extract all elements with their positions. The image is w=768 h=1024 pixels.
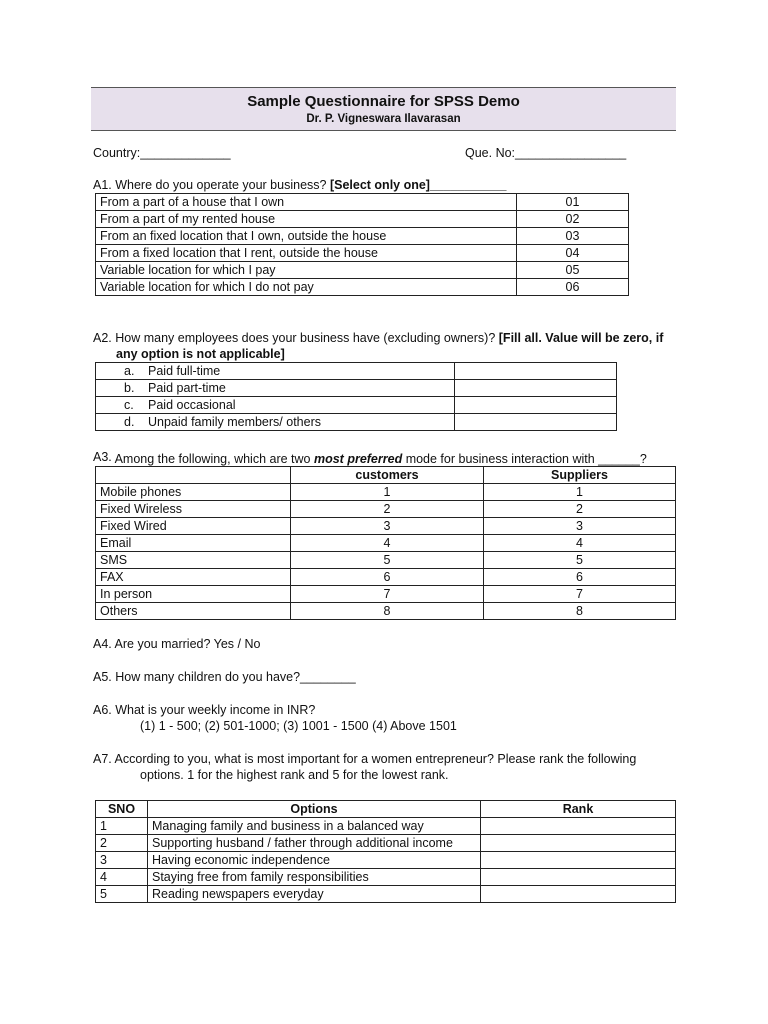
- a1-option-row: [96, 228, 629, 245]
- a3-customers-code[interactable]: 8: [291, 603, 484, 620]
- a3-mode-label: Fixed Wireless: [96, 501, 291, 518]
- a3-mode-label: Others: [96, 603, 291, 620]
- a3-mode-row: [96, 603, 676, 620]
- a3-mode-row: [96, 501, 676, 518]
- question-a1: [93, 178, 506, 193]
- a3-suppliers-code[interactable]: 5: [484, 552, 676, 569]
- question-a2-text: A2. How many employees does your business have (excluding owners)?: [93, 331, 499, 345]
- question-a1-text: A1. Where do you operate your business?: [93, 178, 330, 192]
- a2-employee-count-input[interactable]: [455, 363, 617, 380]
- a3-customers-code[interactable]: 4: [291, 535, 484, 552]
- a7-header-sno: SNO: [96, 801, 148, 818]
- a2-employee-row: [96, 380, 617, 397]
- a3-mode-label: In person: [96, 586, 291, 603]
- question-a7-line-1: A7. According to you, what is most important for a women entrepreneur? Please rank the following: [93, 752, 637, 766]
- a7-option-label: Supporting husband / father through additional income: [148, 835, 481, 852]
- a2-employee-label: [96, 363, 455, 380]
- a7-option-label: Having economic independence: [148, 852, 481, 869]
- a3-mode-row: [96, 535, 676, 552]
- a7-rank-input[interactable]: [481, 835, 676, 852]
- a7-sno: 1: [96, 818, 148, 835]
- a7-sno: 3: [96, 852, 148, 869]
- a1-option-row: [96, 279, 629, 296]
- a1-option-row: [96, 262, 629, 279]
- a2-employee-count-input[interactable]: [455, 380, 617, 397]
- a3-mode-row: [96, 518, 676, 535]
- question-a1-instruction: [Select only one]___________: [329, 178, 507, 192]
- a1-option-row: [96, 194, 629, 211]
- a3-customers-code[interactable]: 2: [291, 501, 484, 518]
- a3-mode-table: [95, 466, 676, 620]
- a7-option-row: [96, 869, 676, 886]
- a3-mode-label: FAX: [96, 569, 291, 586]
- a7-rank-input[interactable]: [481, 886, 676, 903]
- a2-employee-option: Paid part-time: [148, 381, 226, 395]
- a3-mode-label: Mobile phones: [96, 484, 291, 501]
- question-a3-emphasis: most preferred: [313, 452, 403, 466]
- question-a3-text-post: mode for business interaction with ______?: [402, 452, 647, 466]
- a1-option-label[interactable]: Variable location for which I pay: [96, 262, 517, 279]
- title-block: [91, 87, 676, 131]
- a2-employee-letter: a.: [124, 364, 135, 378]
- a2-employee-letter: d.: [124, 415, 135, 429]
- a2-employee-option: Paid full-time: [148, 364, 221, 378]
- a3-suppliers-code[interactable]: 1: [484, 484, 676, 501]
- a3-mode-row: [96, 569, 676, 586]
- question-a4: A4. Are you married? Yes / No: [93, 637, 261, 651]
- a3-customers-code[interactable]: 5: [291, 552, 484, 569]
- a2-employees-table: [95, 362, 617, 431]
- a2-employee-row: [96, 397, 617, 414]
- a3-header-suppliers: Suppliers: [484, 467, 676, 484]
- a7-sno: 5: [96, 886, 148, 903]
- a1-option-code[interactable]: 04: [517, 245, 629, 262]
- a1-option-row: [96, 211, 629, 228]
- a7-header-rank: Rank: [481, 801, 676, 818]
- a7-option-row: [96, 886, 676, 903]
- a7-rank-input[interactable]: [481, 852, 676, 869]
- a1-option-label[interactable]: From a part of a house that I own: [96, 194, 517, 211]
- a7-option-row: [96, 852, 676, 869]
- a3-mode-label: Email: [96, 535, 291, 552]
- a3-suppliers-code[interactable]: 8: [484, 603, 676, 620]
- a1-option-label[interactable]: From an fixed location that I own, outside the house: [96, 228, 517, 245]
- question-a2: [93, 331, 663, 346]
- a7-option-row: [96, 835, 676, 852]
- a2-employee-row: [96, 363, 617, 380]
- a1-option-code[interactable]: 01: [517, 194, 629, 211]
- a1-option-code[interactable]: 05: [517, 262, 629, 279]
- a3-mode-row: [96, 484, 676, 501]
- a2-employee-letter: b.: [124, 381, 135, 395]
- a2-employee-count-input[interactable]: [455, 414, 617, 431]
- a3-suppliers-code[interactable]: 2: [484, 501, 676, 518]
- a2-employee-option: Paid occasional: [148, 398, 236, 412]
- document-title: Sample Questionnaire for SPSS Demo: [247, 93, 520, 110]
- a2-employee-label: [96, 397, 455, 414]
- a3-mode-row: [96, 552, 676, 569]
- a7-ranking-table: [95, 800, 676, 903]
- a3-mode-label: Fixed Wired: [96, 518, 291, 535]
- a1-option-code[interactable]: 02: [517, 211, 629, 228]
- question-a3: [93, 450, 647, 465]
- a7-option-label: Reading newspapers everyday: [148, 886, 481, 903]
- a7-option-row: [96, 818, 676, 835]
- a2-employee-label: [96, 380, 455, 397]
- a7-header-options: Options: [148, 801, 481, 818]
- a2-employee-letter: c.: [124, 398, 134, 412]
- question-a6: A6. What is your weekly income in INR?: [93, 703, 316, 717]
- question-a7-line-2: options. 1 for the highest rank and 5 for the lowest rank.: [140, 768, 449, 782]
- question-a2-instruction-1: [Fill all. Value will be zero, if: [498, 331, 664, 345]
- a3-customers-code[interactable]: 7: [291, 586, 484, 603]
- a7-option-label: Staying free from family responsibilities: [148, 869, 481, 886]
- a1-option-row: [96, 245, 629, 262]
- a1-option-label[interactable]: From a part of my rented house: [96, 211, 517, 228]
- a1-option-label[interactable]: Variable location for which I do not pay: [96, 279, 517, 296]
- a3-suppliers-code[interactable]: 6: [484, 569, 676, 586]
- country-field[interactable]: Country:_____________: [93, 146, 231, 160]
- a7-header-row: [96, 801, 676, 818]
- a1-option-code[interactable]: 03: [517, 228, 629, 245]
- question-a6-options: (1) 1 - 500; (2) 501-1000; (3) 1001 - 1500 (4) Above 1501: [140, 719, 457, 733]
- a3-suppliers-code[interactable]: 3: [484, 518, 676, 535]
- question-a5: A5. How many children do you have?________: [93, 670, 356, 684]
- question-a3-text-pre: Among the following, which are two: [114, 452, 314, 466]
- a7-sno: 4: [96, 869, 148, 886]
- author-name: Dr. P. Vigneswara Ilavarasan: [306, 113, 461, 125]
- question-number-field[interactable]: Que. No:________________: [465, 146, 627, 160]
- question-a2-instruction-2: any option is not applicable]: [116, 347, 285, 361]
- a7-sno: 2: [96, 835, 148, 852]
- a3-customers-code[interactable]: 1: [291, 484, 484, 501]
- a3-customers-code[interactable]: 3: [291, 518, 484, 535]
- a2-employee-option: Unpaid family members/ others: [148, 415, 321, 429]
- a7-rank-input[interactable]: [481, 818, 676, 835]
- a3-suppliers-code[interactable]: 4: [484, 535, 676, 552]
- a2-employee-label: [96, 414, 455, 431]
- a3-customers-code[interactable]: 6: [291, 569, 484, 586]
- a2-employee-count-input[interactable]: [455, 397, 617, 414]
- a7-rank-input[interactable]: [481, 869, 676, 886]
- a1-option-code[interactable]: 06: [517, 279, 629, 296]
- a1-option-label[interactable]: From a fixed location that I rent, outside the house: [96, 245, 517, 262]
- a3-mode-row: [96, 586, 676, 603]
- a3-header-row: [96, 467, 676, 484]
- a3-suppliers-code[interactable]: 7: [484, 586, 676, 603]
- a3-mode-label: SMS: [96, 552, 291, 569]
- a2-employee-row: [96, 414, 617, 431]
- a1-options-table: [95, 193, 629, 296]
- question-a3-label: A3.: [93, 450, 112, 464]
- a3-header-customers: customers: [291, 467, 484, 484]
- a3-header-mode: [96, 467, 291, 484]
- a7-option-label: Managing family and business in a balanced way: [148, 818, 481, 835]
